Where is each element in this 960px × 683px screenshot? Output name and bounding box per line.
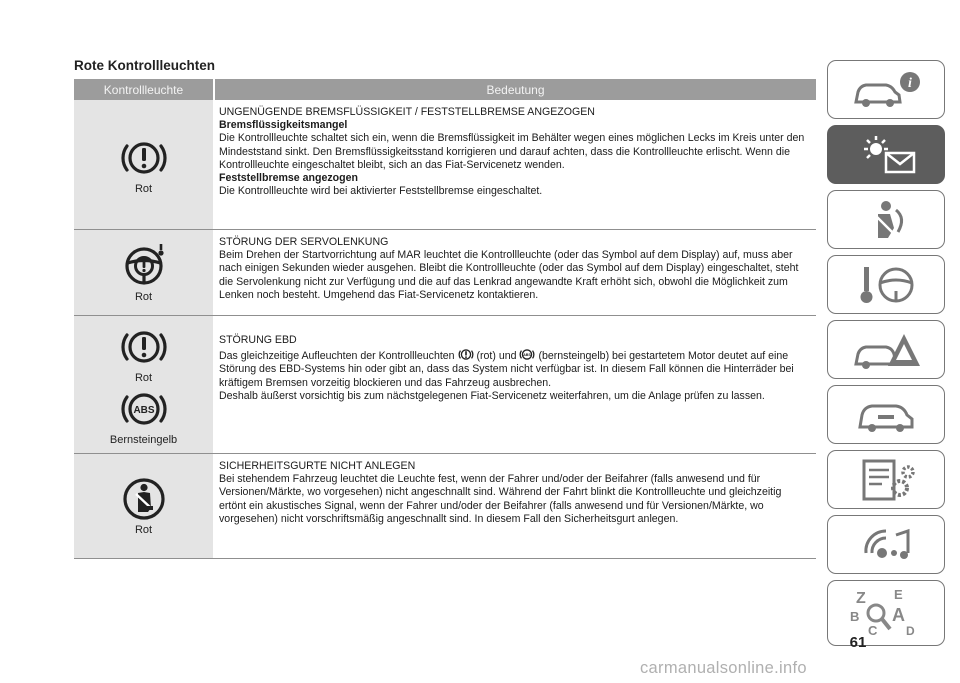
- nav-tab-emergency[interactable]: [827, 320, 945, 379]
- breakdown-triangle-icon: [846, 328, 926, 372]
- index-letter: B: [850, 609, 860, 624]
- table-row: [74, 316, 816, 454]
- lamp-color-label: Rot: [134, 290, 153, 303]
- subheading: Feststellbremse angezogen: [219, 172, 358, 185]
- watermark: carmanualsonline.info: [640, 659, 807, 677]
- brake-fluid-warning-icon: [120, 324, 168, 370]
- row-title: STÖRUNG EBD: [219, 334, 297, 346]
- subheading: Bremsflüssigkeitsmangel: [219, 119, 348, 132]
- description: Die Kontrollleuchte wird bei aktivierter Feststellbremse eingeschaltet.: [219, 185, 543, 198]
- index-letter: C: [868, 623, 878, 638]
- nav-tab-multimedia[interactable]: [827, 515, 945, 574]
- svg-text:i: i: [908, 75, 912, 91]
- svg-text:ABS: ABS: [523, 353, 532, 358]
- lamp-color-label: Bernsteingelb: [109, 433, 178, 446]
- page-number: 61: [849, 634, 867, 651]
- airbag-safety-icon: [846, 198, 926, 242]
- description-part: (bernsteingelb) bei gestartetem Motor deutet auf eine Störung des EBD-Systems hin oder gibt an, dass das System nicht verfügbar ist. In diesem Fall können die Hinterräder bei kräftigem Bremsen vorzeitig blockieren und das Fahrzeug ausbrechen.: [219, 350, 794, 389]
- meaning-cell: [213, 316, 816, 453]
- meaning-cell: [213, 454, 816, 558]
- brake-fluid-warning-icon: [120, 135, 168, 181]
- description-part: (rot) und: [476, 350, 517, 363]
- lamp-cell: [74, 454, 213, 558]
- section-title: Rote Kontrollleuchten: [74, 58, 215, 73]
- brake-fluid-warning-icon: [458, 347, 474, 362]
- table-header: [74, 79, 816, 100]
- car-info-icon: [846, 68, 926, 112]
- meaning-cell: [213, 100, 816, 229]
- index-letter: Z: [856, 590, 866, 607]
- nav-tab-maintenance[interactable]: [827, 385, 945, 444]
- abs-warning-icon: [519, 347, 535, 362]
- description: Bei stehendem Fahrzeug leuchtet die Leuchte fest, wenn der Fahrer und/oder der Beifahrer (falls anwesend und für Versionen/Märkte, wo vorgesehen) nicht angeschnallt sind. Während der Fahrt blinkt die Kontrollleuchte und gleichzeitig ertönt ein akustisches Signal, wenn der Fahrer und/oder der Beifahrer (falls anwesend und für Versionen/Märkte, wo vorgesehen) nicht vorschriftsmäßig angeschnallt sind. In diesem Fall den Sicherheitsgurt anlegen.: [219, 473, 782, 525]
- seatbelt-warning-icon: [121, 476, 167, 522]
- description: [219, 347, 810, 390]
- row-title: STÖRUNG DER SERVOLENKUNG: [219, 236, 389, 248]
- description: Beim Drehen der Startvorrichtung auf MAR leuchtet die Kontrollleuchte (oder das Symbol auf dem Display) auf, muss aber nach einigen Sekunden wieder ausgehen. Bleibt die Kontrollleuchte (oder das Symbol auf dem Display) eingeschaltet, steht die Servolenkung nicht zur Verfügung und die auf das Lenkrad angewandte Kraft erhöht sich, obwohl die Möglichkeit zum Lenken noch besteht. Umgehend das Fiat-Servicenetz kontaktieren.: [219, 249, 799, 301]
- nav-tab-technical-data[interactable]: [827, 450, 945, 509]
- technical-data-gears-icon: [846, 458, 926, 502]
- header-lamp: Kontrollleuchte: [103, 82, 184, 97]
- nav-tab-car-info[interactable]: [827, 60, 945, 119]
- power-steering-warning-icon: [121, 243, 167, 289]
- table-row: [74, 100, 816, 230]
- table-row: [74, 454, 816, 559]
- index-letter: E: [894, 587, 903, 602]
- lamp-color-label: Rot: [134, 182, 153, 195]
- table-row: [74, 230, 816, 316]
- lamp-cell: [74, 316, 213, 453]
- warning-light-message-icon: [846, 133, 926, 177]
- svg-text:ABS: ABS: [132, 404, 155, 416]
- lamp-cell: [74, 100, 213, 229]
- abs-warning-icon: [120, 386, 168, 432]
- row-title: UNGENÜGENDE BREMSFLÜSSIGKEIT / FESTSTELLBREMSE ANGEZOGEN: [219, 106, 595, 118]
- index-letter: A: [892, 605, 905, 625]
- key-steering-wheel-icon: [846, 263, 926, 307]
- multimedia-icon: [846, 523, 926, 567]
- description-part: Das gleichzeitige Aufleuchten der Kontrollleuchten: [219, 350, 455, 363]
- lamp-color-label: Rot: [134, 524, 153, 536]
- nav-tab-start-drive[interactable]: [827, 255, 945, 314]
- nav-tab-safety[interactable]: [827, 190, 945, 249]
- row-title: SICHERHEITSGURTE NICHT ANLEGEN: [219, 460, 416, 472]
- lamp-color-label: Rot: [134, 371, 153, 384]
- car-maintenance-icon: [846, 393, 926, 437]
- description: Die Kontrollleuchte schaltet sich ein, wenn die Bremsflüssigkeit im Behälter wegen eines möglichen Lecks im Kreis unter den Mindeststand sinkt. Den Bremsflüssigkeitsstand korrigieren und darauf achten, dass die Kontrollleuchte erlischt. Wenn die Kontrollleuchte eingeschaltet bleibt, sich an das Fiat-Servicenetz wenden.: [219, 132, 805, 171]
- lamp-cell: [74, 230, 213, 315]
- warning-light-table: [74, 79, 816, 559]
- nav-tab-warning-lights[interactable]: [827, 125, 945, 184]
- meaning-cell: [213, 230, 816, 315]
- index-letter: D: [906, 624, 915, 638]
- header-meaning: Bedeutung: [213, 79, 816, 100]
- description: Deshalb äußerst vorsichtig bis zum nächstgelegenen Fiat-Servicenetz weiterfahren, um die Anlage prüfen zu lassen.: [219, 389, 765, 402]
